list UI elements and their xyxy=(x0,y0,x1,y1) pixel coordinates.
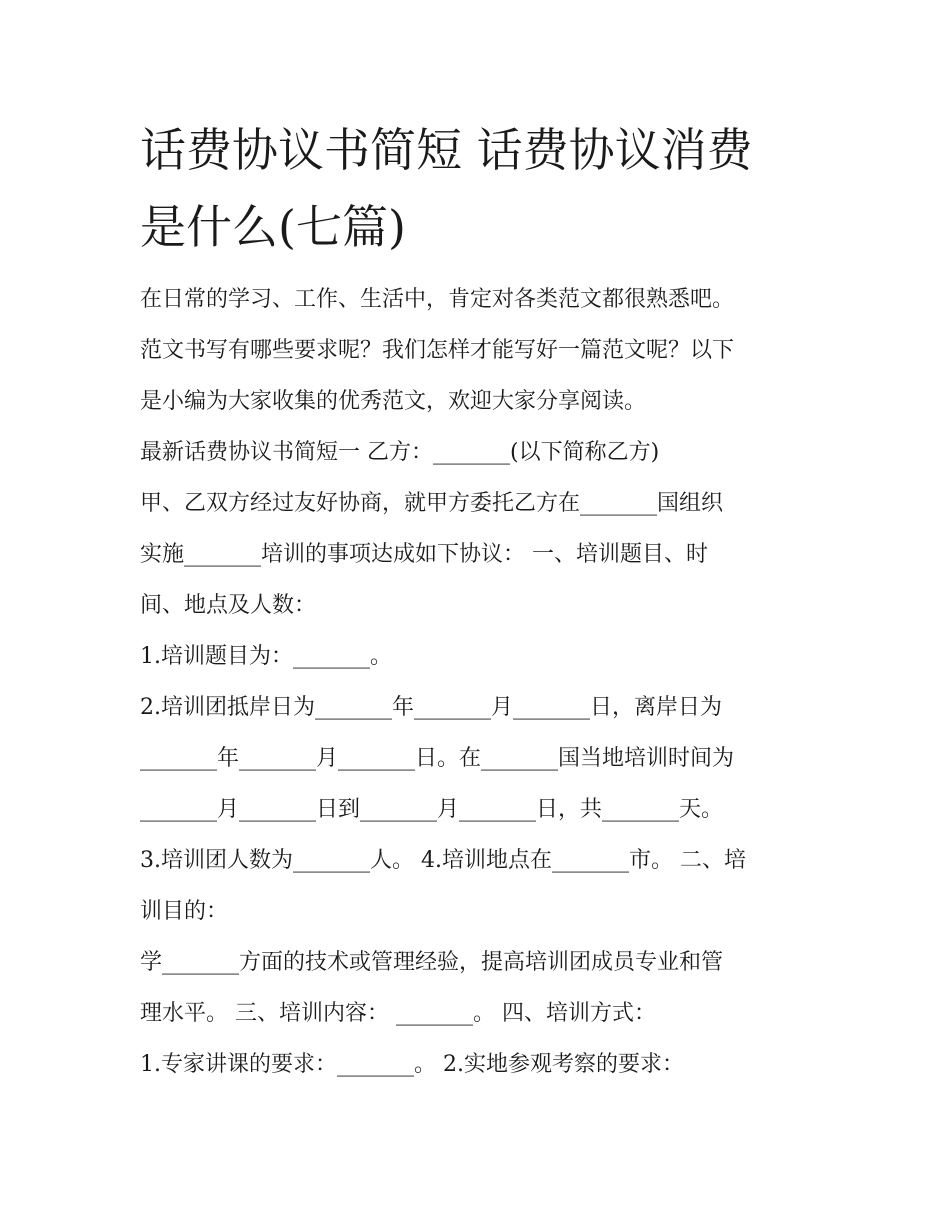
paragraph-line: 理水平。 三、培训内容： _______。 四、培训方式： xyxy=(140,1001,656,1026)
paragraph-line: _______月_______日到_______月_______日，共_______天。 xyxy=(140,797,724,822)
paragraph-line: 范文书写有哪些要求呢？我们怎样才能写好一篇范文呢？以下 xyxy=(140,338,735,363)
paragraph-line: 间、地点及人数： xyxy=(140,593,317,618)
title-line-1: 话费协议书简短 话费协议消费 xyxy=(140,123,753,177)
paragraph-line: 训目的： xyxy=(140,899,229,924)
document-body xyxy=(140,274,820,1090)
paragraph-line: 最新话费协议书简短一 乙方：_______(以下简称乙方) xyxy=(140,440,660,465)
paragraph-line: 1.专家讲课的要求：_______。 2.实地参观考察的要求： xyxy=(140,1052,684,1077)
title-line-2: 是什么(七篇) xyxy=(140,200,406,254)
paragraph-line: 甲、乙双方经过友好协商，就甲方委托乙方在_______国组织 xyxy=(140,491,724,516)
document-title xyxy=(140,112,820,266)
paragraph-line: 是小编为大家收集的优秀范文，欢迎大家分享阅读。 xyxy=(140,389,647,414)
paragraph-line: 学_______方面的技术或管理经验，提高培训团成员专业和管 xyxy=(140,950,724,975)
paragraph-line: 2.培训团抵岸日为_______年_______月_______日，离岸日为 xyxy=(140,695,722,720)
paragraph-line: 实施_______培训的事项达成如下协议： 一、培训题目、时 xyxy=(140,542,708,567)
paragraph-line: _______年_______月_______日。在_______国当地培训时间为 xyxy=(140,746,735,771)
paragraph-line: 1.培训题目为：_______。 xyxy=(140,644,392,669)
paragraph-line: 3.培训团人数为_______人。 4.培训地点在_______市。 二、培 xyxy=(140,848,746,873)
paragraph-line: 在日常的学习、工作、生活中，肯定对各类范文都很熟悉吧。 xyxy=(140,287,735,312)
